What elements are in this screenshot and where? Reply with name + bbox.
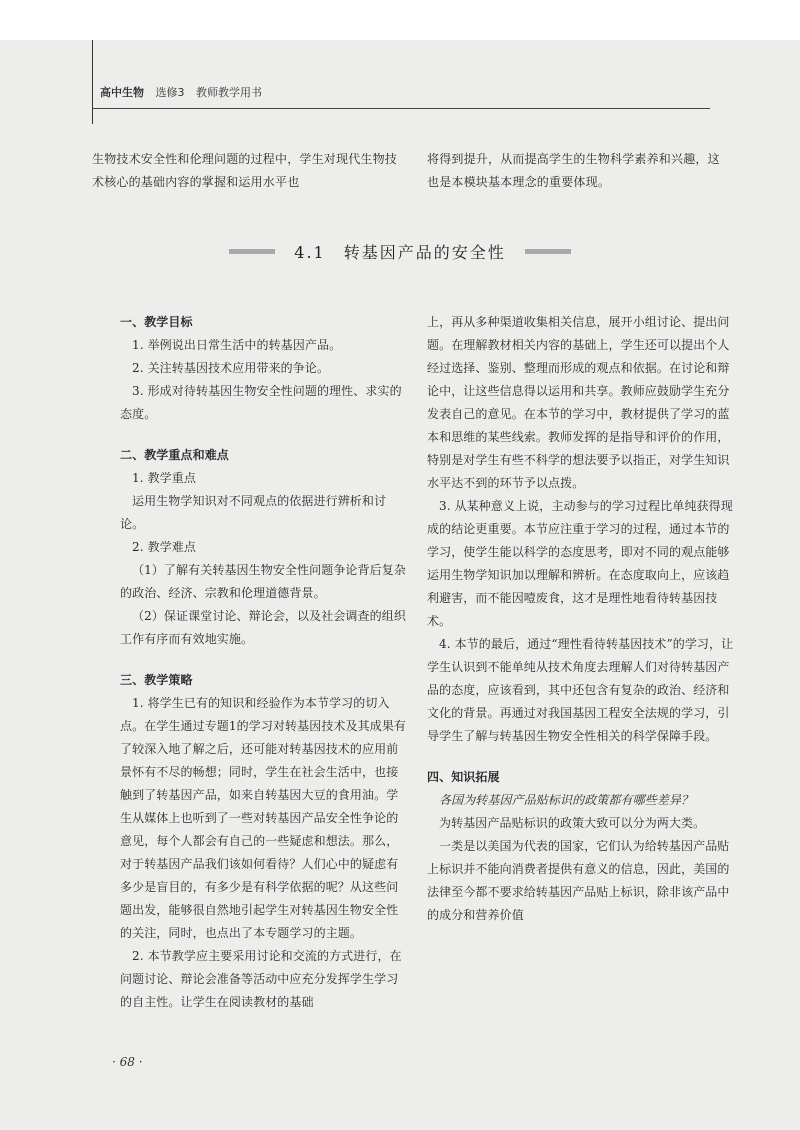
key-label: 1. 教学重点 (132, 471, 196, 485)
intro-left-text: 生物技术安全性和伦理问题的过程中，学生对现代生物技术核心的基础内容的掌握和运用水平也 (92, 152, 398, 189)
keypoints-heading: 二、教学重点和难点 (120, 448, 229, 462)
extension-paragraph: 为转基因产品贴标识的政策大致可以分为两大类。 (439, 816, 706, 830)
title-bar-left (229, 249, 275, 254)
header-rule (92, 108, 710, 109)
strategy-paragraph: 4. 本节的最后，通过“理性看待转基因技术”的学习，让学生认识到不能单纯从技术角度去理解人们对待转基因产品的态度，应该看到，其中还包含有复杂的政治、经济和文化的背景。再通过对我国基因工程安全法规的学习，引导学生了解与转基因生物安全性相关的科学保障手段。 (427, 637, 734, 743)
strategy-heading: 三、教学策略 (120, 673, 193, 687)
header-vertical-rule (92, 40, 93, 124)
page-number: · 68 · (112, 1055, 143, 1069)
right-column (427, 311, 740, 927)
difficulty-item: （2）保证课堂讨论、辩论会，以及社会调查的组织工作有序而有效地实施。 (120, 609, 406, 646)
strategy-paragraph-continued: 上，再从多种渠道收集相关信息，展开小组讨论、提出问题。在理解教材相关内容的基础上，学生还可以提出个人经过选择、鉴别、整理而形成的观点和依据。在讨论和辩论中，让这些信息得以运用和共享。教师应鼓励学生充分发表自己的意见。在本节的学习中，教材提供了学习的蓝本和思维的某些线索。教师发挥的是指导和评价的作用，特别是对学生有些不科学的想法要予以指正，对学生知识水平达不到的环节予以点拨。 (427, 315, 730, 490)
difficulty-item: （1）了解有关转基因生物安全性问题争论背后复杂的政治、经济、宗教和伦理道德背景。 (120, 563, 406, 600)
goal-item: 3. 形成对待转基因生物安全性问题的理性、求实的态度。 (120, 384, 402, 421)
running-header (100, 84, 270, 100)
goal-item: 1. 举例说出日常生活中的转基因产品。 (132, 338, 342, 352)
goals-heading: 一、教学目标 (120, 315, 193, 329)
left-column (120, 311, 407, 1014)
strategy-paragraph: 1. 将学生已有的知识和经验作为本节学习的切入点。在学生通过专题1的学习对转基因技术及其成果有了较深入地了解之后，还可能对转基因技术的应用前景怀有不尽的畅想；同时，学生在社会生活中，也接触到了转基因产品，如来自转基因大豆的食用油。学生从媒体上也听到了一些对转基因产品安全性争论的意见，每个人都会有自己的一些疑虑和想法。那么，对于转基因产品我们该如何看待？人们心中的疑虑有多少是盲目的，有多少是有科学依据的呢？从这些问题出发，能够很自然地引起学生对转基因生物安全性的关注，同时，也点出了本专题学习的主题。 (120, 696, 407, 940)
key-text: 运用生物学知识对不同观点的依据进行辨析和讨论。 (120, 494, 387, 531)
section-title: 4.1 转基因产品的安全性 (294, 243, 506, 262)
header-brand: 高中生物 (100, 86, 144, 99)
extension-question: 各国为转基因产品贴标识的政策都有哪些差异？ (439, 793, 694, 807)
title-bar-right (525, 249, 571, 254)
header-volume: 选修3 (155, 86, 185, 99)
difficulty-label: 2. 教学难点 (132, 540, 196, 554)
strategy-paragraph: 3. 从某种意义上说，主动参与的学习过程比单纯获得现成的结论更重要。本节应注重于学习的过程，通过本节的学习，使学生能以科学的态度思考，即对不同的观点能够运用生物学知识加以理解和辨析。在态度取向上，应该趋利避害，而不能因噎废食，这才是理性地看待转基因技术。 (427, 499, 733, 628)
goal-item: 2. 关注转基因技术应用带来的争论。 (132, 361, 330, 375)
section-title-block (0, 240, 800, 263)
intro-right-text: 将得到提升，从而提高学生的生物科学素养和兴趣，这也是本模块基本理念的重要体现。 (427, 152, 720, 189)
extension-paragraph: 一类是以美国为代表的国家，它们认为给转基因产品贴上标识并不能向消费者提供有意义的信息，因此，美国的法律至今都不要求给转基因产品贴上标识，除非该产品中的成分和营养价值 (427, 839, 730, 922)
header-book: 教师教学用书 (196, 86, 262, 99)
strategy-paragraph: 2. 本节教学应主要采用讨论和交流的方式进行，在问题讨论、辩论会准备等活动中应充分发挥学生学习的自主性。让学生在阅读教材的基础 (120, 949, 402, 1009)
extension-heading: 四、知识拓展 (427, 770, 500, 784)
